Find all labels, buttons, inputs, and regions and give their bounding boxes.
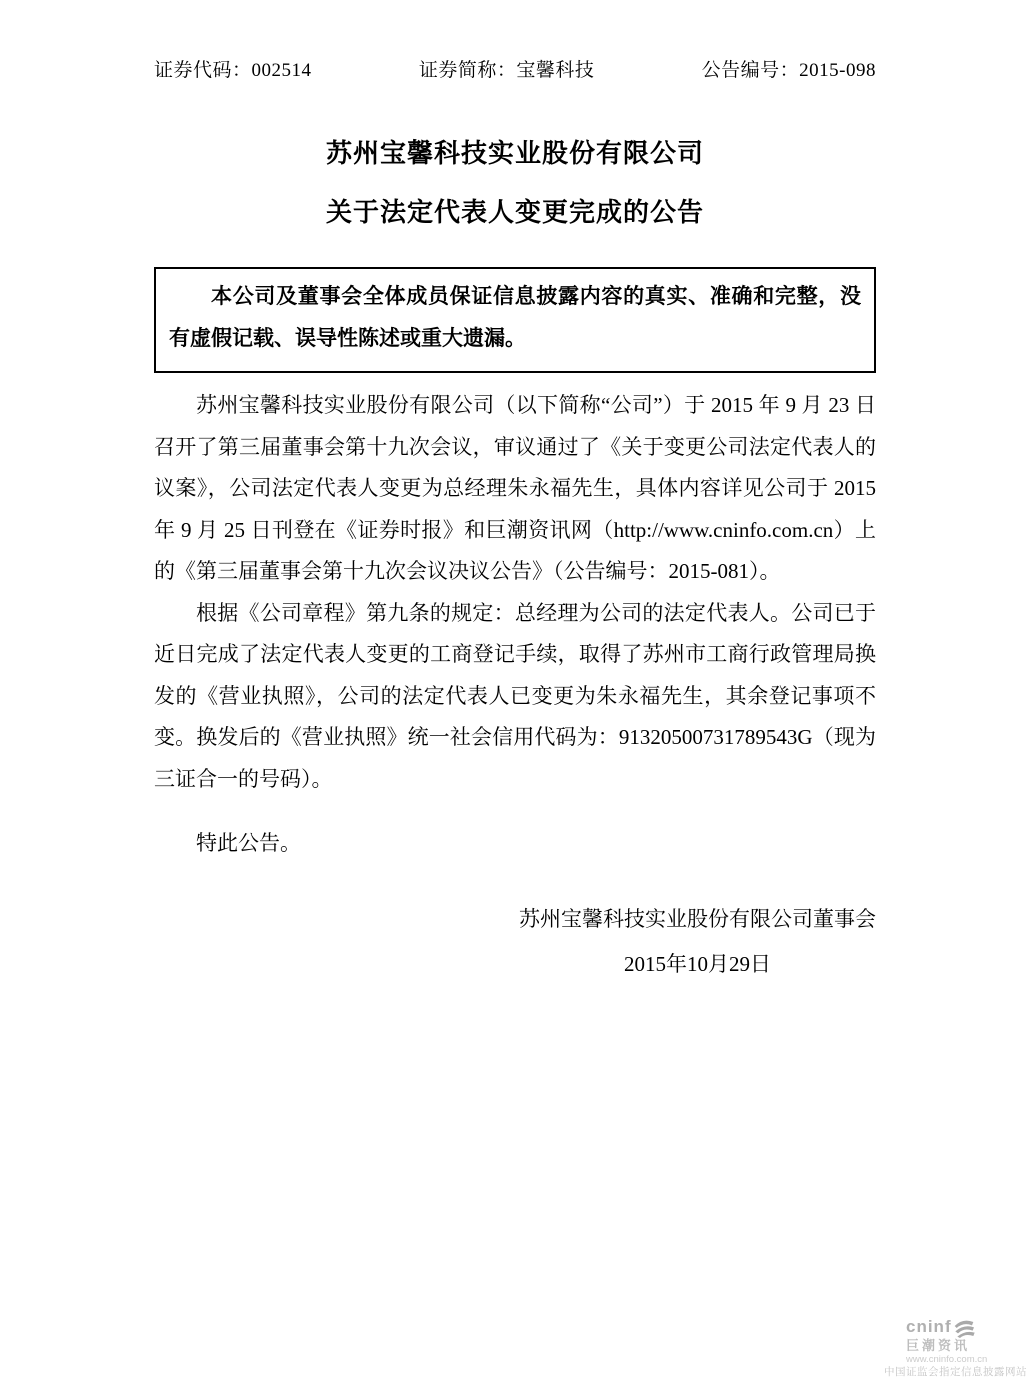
cninfo-logo-row (906, 1318, 1027, 1338)
disclaimer-box (154, 267, 876, 373)
stock-short-name: 证券简称：宝馨科技 (418, 60, 595, 81)
document-header (154, 55, 876, 82)
stock-code: 证券代码：002514 (154, 60, 312, 81)
cninfo-fan-icon (953, 1318, 975, 1338)
cninfo-logo-text: cninf (906, 1317, 952, 1337)
closing-statement: 特此公告。 (196, 831, 301, 855)
title-block (0, 133, 1030, 229)
cninfo-brand-name: 巨潮资讯 (906, 1337, 971, 1353)
signature-company: 苏州宝馨科技实业股份有限公司董事会 (519, 907, 876, 931)
cninfo-url: www.cninfo.com.cn (906, 1354, 988, 1366)
announcement-body (154, 385, 876, 865)
body-paragraph-2: 根据《公司章程》第九条的规定：总经理为公司的法定代表人。公司已于近日完成了法定代表人变更的工商登记手续，取得了苏州市工商行政管理局换发的《营业执照》，公司的法定代表人已变更为朱永福先生，其余登记事项不变。换发后的《营业执照》统一社会信用代码为：91320500731789543G（现为三证合一的号码）。 (154, 600, 876, 791)
announcement-title: 关于法定代表人变更完成的公告 (325, 197, 704, 227)
disclaimer-text: 本公司及董事会全体成员保证信息披露内容的真实、准确和完整，没有虚假记载、误导性陈述或重大遗漏。 (169, 285, 861, 350)
company-title: 苏州宝馨科技实业股份有限公司 (325, 138, 704, 168)
signature-block (519, 897, 876, 987)
cninfo-slogan: 中国证监会指定信息披露网站 (884, 1366, 1027, 1379)
body-paragraph-1: 苏州宝馨科技实业股份有限公司（以下简称“公司”）于 2015 年 9 月 23 日召开了第三届董事会第十九次会议，审议通过了《关于变更公司法定代表人的议案》，公司法定代表人变更为总经理朱永福先生，具体内容详见公司于 2015 年 9 月 25 日刊登在《证券时报》和巨潮资讯网（http://www.cninfo.com.cn）上的《第三届董事会第十九次会议决议公告》（公告编号：2015-081）。 (154, 393, 876, 583)
cninfo-watermark (884, 1318, 1027, 1379)
announcement-number: 公告编号：2015-098 (701, 60, 876, 81)
signature-date: 2015年10月29日 (624, 952, 771, 976)
